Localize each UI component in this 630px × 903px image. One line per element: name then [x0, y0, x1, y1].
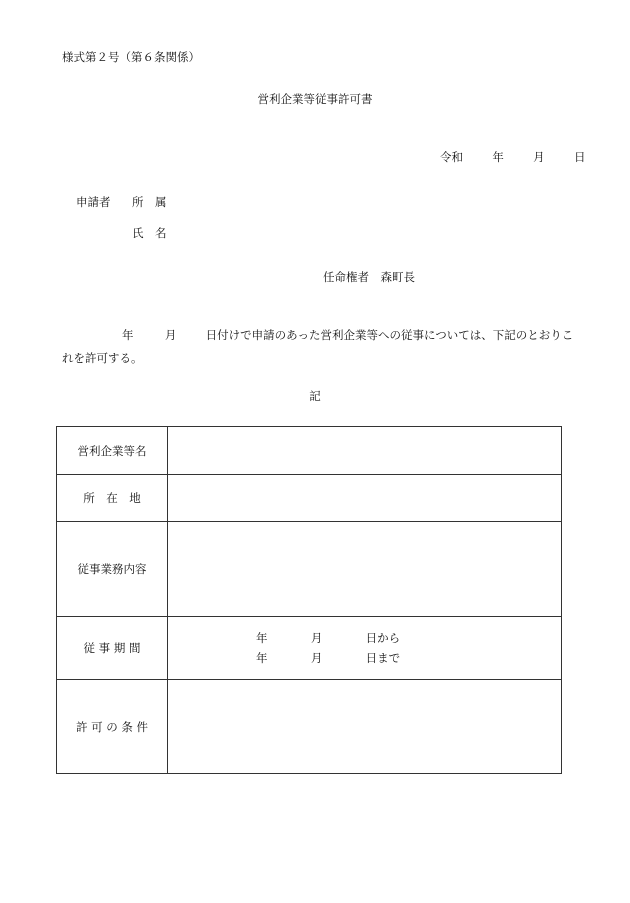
duties-field[interactable] [168, 522, 562, 617]
name-label: 氏 名 [132, 226, 167, 240]
table-row [57, 680, 562, 774]
conditions-label: 許 可 の 条 件 [57, 680, 168, 774]
conditions-field[interactable] [168, 680, 562, 774]
table-row [57, 427, 562, 475]
department-label: 所 属 [132, 195, 167, 209]
appointing-authority: 任命権者 森町長 [323, 270, 415, 284]
ki-heading: 記 [309, 389, 321, 403]
period-from: 年 月 日から [256, 631, 401, 645]
date-line [440, 150, 585, 164]
table-row [57, 617, 562, 680]
period-field[interactable] [168, 617, 562, 680]
date-era: 令和 [440, 150, 463, 164]
body-text-line2: れを許可する。 [62, 351, 143, 365]
date-day: 日 [573, 150, 586, 164]
body-month: 月 [164, 328, 177, 342]
date-month: 月 [533, 150, 545, 164]
duties-label: 従事業務内容 [57, 522, 168, 617]
period-to: 年 月 日まで [256, 651, 401, 665]
period-label: 従 事 期 間 [57, 617, 168, 680]
location-field[interactable] [168, 475, 562, 522]
form-number: 様式第２号（第６条関係） [62, 50, 200, 64]
company-name-label: 営利企業等名 [57, 427, 168, 475]
details-table [56, 426, 562, 774]
location-label: 所 在 地 [57, 475, 168, 522]
document-title: 営利企業等従事許可書 [257, 92, 373, 106]
body-rest: 日付けで申請のあった営利企業等への従事については、下記のとおりこ [205, 328, 574, 342]
table-row [57, 522, 562, 617]
table-row [57, 475, 562, 522]
date-year: 年 [492, 150, 504, 164]
body-text-line1 [122, 328, 573, 342]
applicant-label: 申請者 [76, 195, 111, 209]
body-year: 年 [122, 328, 134, 342]
company-name-field[interactable] [168, 427, 562, 475]
